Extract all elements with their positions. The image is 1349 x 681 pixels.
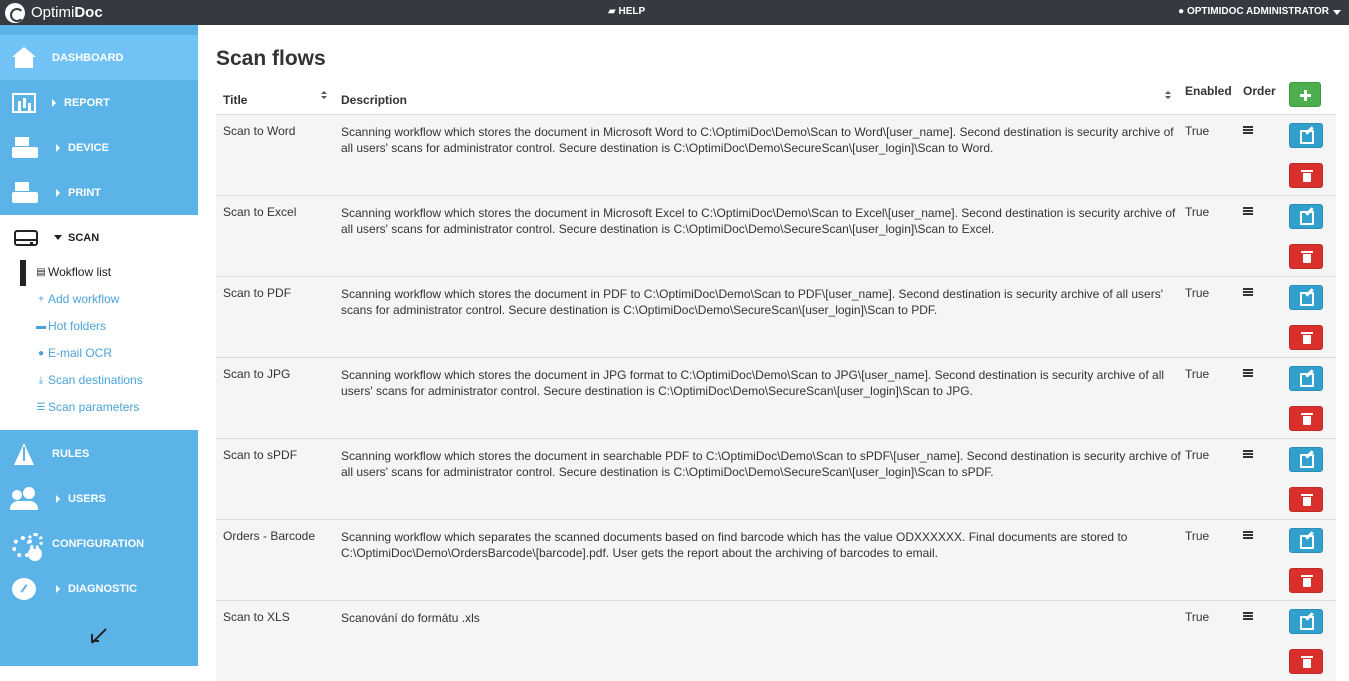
edit-button[interactable] — [1289, 528, 1323, 553]
home-icon — [12, 47, 40, 69]
sidebar-subitem-label: Scan destinations — [48, 373, 143, 387]
sidebar-item-label: CONFIGURATION — [52, 537, 145, 550]
sort-desc-icon[interactable] — [321, 96, 327, 99]
drag-handle-icon[interactable] — [1243, 612, 1253, 620]
printer-icon — [12, 137, 40, 159]
sidebar-item-label: DASHBOARD — [52, 51, 124, 64]
drag-handle-icon[interactable] — [1243, 369, 1253, 377]
sidebar-subitem-label: Scan parameters — [48, 400, 140, 414]
sidebar-subitem-hot-folders[interactable] — [35, 319, 106, 333]
caret-right-icon — [56, 189, 60, 197]
sidebar-item-rules[interactable] — [0, 431, 198, 476]
edit-button[interactable] — [1289, 123, 1323, 148]
printer-icon — [12, 182, 40, 204]
edit-button[interactable] — [1289, 447, 1323, 472]
row-enabled: True — [1185, 448, 1210, 462]
road-icon — [12, 443, 40, 465]
sort-asc-icon[interactable] — [1165, 91, 1171, 94]
column-header-order: Order — [1243, 84, 1276, 98]
sidebar-item-scan[interactable] — [0, 215, 198, 260]
edit-button[interactable] — [1289, 366, 1323, 391]
user-menu[interactable]: ● OPTIMIDOC ADMINISTRATOR — [1178, 6, 1329, 17]
logo-text: OptimiDoc — [31, 4, 103, 21]
row-description: Scanning workflow which stores the document in Microsoft Excel to C:\OptimiDoc\Demo\Scan to Excel\[user_name]. Second destination is security archive of all users' scans for administrator control. Secure destination is C:\OptimiDoc\Demo\SecureScan\[user_login]\Scan to Excel. — [341, 206, 1176, 236]
sidebar-subitem-scan-destinations[interactable] — [35, 373, 143, 387]
drag-handle-icon[interactable] — [1243, 126, 1253, 134]
row-enabled: True — [1185, 124, 1210, 138]
sidebar-subitem-label: Hot folders — [48, 319, 107, 333]
row-title: Scan to PDF — [223, 286, 292, 300]
sidebar-subitem-add-workflow[interactable] — [35, 292, 119, 306]
caret-down-icon — [54, 235, 62, 240]
row-enabled: True — [1185, 286, 1210, 300]
row-title: Scan to Word — [223, 124, 296, 138]
table-row[interactable] — [216, 600, 1336, 681]
page-title: Scan flows — [216, 47, 326, 70]
row-description: Scanning workflow which separates the scanned documents based on find barcode which has the value ODXXXXXX. Final documents are stored to C:\OptimiDoc\Demo\OrdersBarcode\[barcode].pdf. User gets the report about the archiving of barcodes to email. — [341, 530, 1128, 560]
table-row[interactable] — [216, 438, 1336, 519]
delete-button[interactable] — [1289, 568, 1323, 593]
delete-button[interactable] — [1289, 487, 1323, 512]
delete-button[interactable] — [1289, 406, 1323, 431]
sidebar-subitem-label: Add workflow — [48, 292, 120, 306]
column-header-enabled: Enabled — [1185, 84, 1232, 98]
row-description: Scanning workflow which stores the document in PDF to C:\OptimiDoc\Demo\Scan to PDF\[user_name]. Second destination is security archive of all users' scans for administrator control. Secure destination is C:\OptimiDoc\Demo\SecureScan\[user_login]\Scan to PDF. — [341, 287, 1163, 317]
sidebar-scan-section — [0, 215, 198, 430]
table-row[interactable] — [216, 357, 1336, 438]
drag-handle-icon[interactable] — [1243, 450, 1253, 458]
table-row[interactable] — [216, 276, 1336, 357]
sidebar-item-label: USERS — [68, 492, 106, 505]
table-row[interactable] — [216, 195, 1336, 276]
column-header-description[interactable]: Description — [341, 93, 408, 107]
sidebar-item-label: DEVICE — [68, 141, 109, 154]
map-marker-icon: ● — [37, 347, 45, 359]
selected-indicator — [20, 260, 26, 286]
plus-icon: + — [38, 293, 44, 305]
sidebar-item-print[interactable] — [0, 170, 198, 215]
sidebar-item-label: REPORT — [64, 96, 110, 109]
user-menu-caret-icon[interactable] — [1333, 10, 1341, 15]
table-row[interactable] — [216, 114, 1336, 195]
row-enabled: True — [1185, 367, 1210, 381]
row-enabled: True — [1185, 529, 1210, 543]
logo-icon — [5, 3, 25, 23]
caret-right-icon — [52, 99, 56, 107]
caret-right-icon — [56, 585, 60, 593]
sidebar-item-device[interactable] — [0, 125, 198, 170]
row-description: Scanning workflow which stores the document in JPG format to C:\OptimiDoc\Demo\Scan to JPG\[user_name]. Second destination is security archive of all users' scans for administrator control. Secure destination is C:\OptimiDoc\Demo\SecureScan\[user_login]\Scan to JPG. — [341, 368, 1165, 398]
row-title: Scan to JPG — [223, 367, 291, 381]
column-header-title[interactable]: Title — [223, 93, 248, 107]
edit-button[interactable] — [1289, 285, 1323, 310]
sidebar-item-configuration[interactable] — [0, 521, 198, 566]
sidebar-item-users[interactable] — [0, 476, 198, 521]
download-icon: ⤓ — [38, 374, 44, 386]
delete-button[interactable] — [1289, 163, 1323, 188]
sidebar-item-dashboard[interactable] — [0, 35, 198, 80]
sidebar-item-diagnostic[interactable] — [0, 566, 198, 611]
delete-button[interactable] — [1289, 244, 1323, 269]
delete-button[interactable] — [1289, 649, 1323, 674]
drag-handle-icon[interactable] — [1243, 288, 1253, 296]
sidebar-subitem-label: E-mail OCR — [48, 346, 113, 360]
folder-icon: ▬ — [36, 320, 46, 332]
sidebar-subitem-workflow-list[interactable] — [35, 265, 111, 279]
sidebar-item-label: RULES — [52, 447, 90, 460]
row-enabled: True — [1185, 610, 1210, 624]
sidebar — [0, 25, 198, 666]
bar-chart-icon — [12, 93, 36, 113]
cogs-icon — [12, 533, 40, 555]
gauge-icon — [12, 578, 40, 600]
delete-button[interactable] — [1289, 325, 1323, 350]
caret-right-icon — [56, 495, 60, 503]
users-icon — [12, 488, 40, 510]
edit-button[interactable] — [1289, 609, 1323, 634]
row-description: Scanning workflow which stores the document in searchable PDF to C:\OptimiDoc\Demo\Scan to sPDF\[user_name]. Second destination is security archive of all users' scans for administrator control. Secure destination is C:\OptimiDoc\Demo\SecureScan\[user_login]\Scan to sPDF. — [341, 449, 1181, 479]
list-icon: ▤ — [36, 266, 46, 278]
edit-button[interactable] — [1289, 204, 1323, 229]
list-icon: ☰ — [36, 401, 46, 413]
caret-right-icon — [56, 144, 60, 152]
drag-handle-icon[interactable] — [1243, 207, 1253, 215]
row-description: Scanning workflow which stores the document in Microsoft Word to C:\OptimiDoc\Demo\Scan to Word\[user_name]. Second destination is security archive of all users' scans for administrator control. Secure destination is C:\OptimiDoc\Demo\SecureScan\[user_login]\Scan to Word. — [341, 125, 1174, 155]
hdd-icon — [14, 230, 38, 246]
row-title: Scan to Excel — [223, 205, 297, 219]
sidebar-item-label: PRINT — [68, 186, 101, 199]
row-title: Scan to XLS — [223, 610, 290, 624]
app-logo[interactable] — [5, 2, 103, 23]
row-title: Scan to sPDF — [223, 448, 298, 462]
add-workflow-button[interactable] — [1289, 82, 1321, 107]
sidebar-subitem-scan-parameters[interactable] — [35, 400, 139, 414]
row-title: Orders - Barcode — [223, 529, 316, 543]
sidebar-item-label: DIAGNOSTIC — [68, 582, 138, 595]
row-description: Scanování do formátu .xls — [341, 611, 480, 625]
sidebar-subitem-email-ocr[interactable] — [35, 346, 112, 360]
drag-handle-icon[interactable] — [1243, 531, 1253, 539]
sidebar-subitem-label: Wokflow list — [48, 265, 112, 279]
table-row[interactable] — [216, 519, 1336, 600]
sidebar-item-label: SCAN — [68, 231, 100, 244]
sort-asc-icon[interactable] — [321, 91, 327, 94]
help-link[interactable]: ▰ HELP — [608, 6, 646, 17]
sidebar-item-report[interactable] — [0, 80, 198, 125]
collapse-sidebar-icon[interactable] — [88, 625, 110, 647]
top-bar — [0, 0, 1349, 25]
sort-desc-icon[interactable] — [1165, 96, 1171, 99]
row-enabled: True — [1185, 205, 1210, 219]
